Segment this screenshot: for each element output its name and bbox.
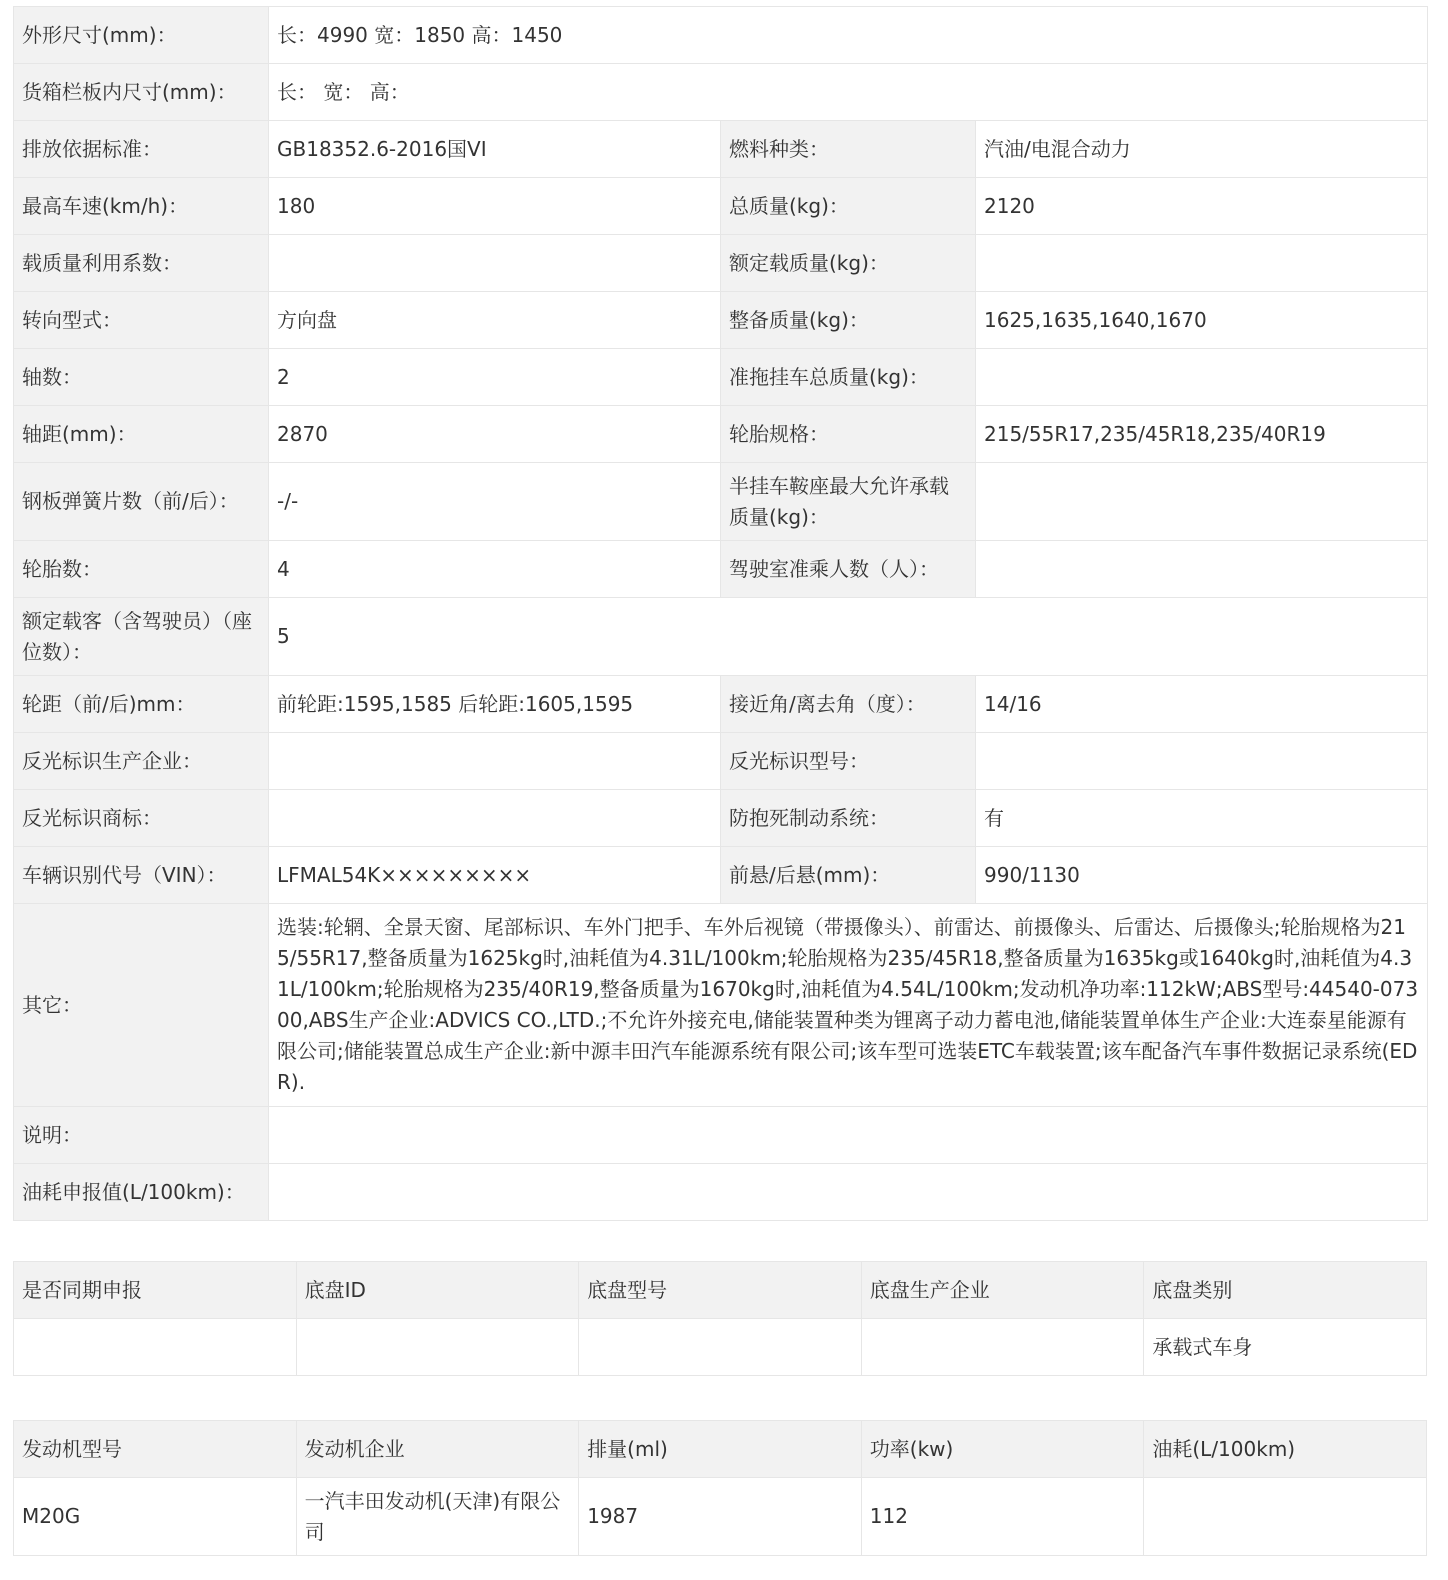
tow-mass-value	[976, 349, 1428, 406]
table-cell	[14, 1319, 297, 1376]
spec-row-dimensions	[14, 7, 1428, 64]
emission-label: 排放依据标准：	[14, 121, 269, 178]
tow-mass-label: 准拖挂车总质量(kg)：	[721, 349, 976, 406]
spec-row-other	[14, 904, 1428, 1107]
reflect-maker-value	[269, 733, 721, 790]
steering-value: 方向盘	[269, 292, 721, 349]
reflect-model-value	[976, 733, 1428, 790]
dimensions-label: 外形尺寸(mm)：	[14, 7, 269, 64]
rated-load-label: 额定载质量(kg)：	[721, 235, 976, 292]
spec-row-vin	[14, 847, 1428, 904]
steering-label: 转向型式：	[14, 292, 269, 349]
spec-row-fuel-report	[14, 1164, 1428, 1221]
table-cell: M20G	[14, 1478, 297, 1556]
note-label: 说明：	[14, 1107, 269, 1164]
wheelbase-label: 轴距(mm)：	[14, 406, 269, 463]
column-header: 发动机型号	[14, 1421, 297, 1478]
reflect-maker-label: 反光标识生产企业：	[14, 733, 269, 790]
axles-value: 2	[269, 349, 721, 406]
track-value: 前轮距:1595,1585 后轮距:1605,1595	[269, 676, 721, 733]
table-cell	[861, 1319, 1144, 1376]
cargo-label: 货箱栏板内尺寸(mm)：	[14, 64, 269, 121]
max-speed-value: 180	[269, 178, 721, 235]
overhang-value: 990/1130	[976, 847, 1428, 904]
abs-label: 防抱死制动系统：	[721, 790, 976, 847]
max-speed-label: 最高车速(km/h)：	[14, 178, 269, 235]
column-header: 底盘生产企业	[861, 1262, 1144, 1319]
vin-value: LFMAL54K×××××××××	[269, 847, 721, 904]
spec-row-emission	[14, 121, 1428, 178]
overhang-label: 前悬/后悬(mm)：	[721, 847, 976, 904]
reflect-model-label: 反光标识型号：	[721, 733, 976, 790]
table-cell	[296, 1319, 579, 1376]
table-row	[14, 1319, 1427, 1376]
spec-row-axles	[14, 349, 1428, 406]
rated-seats-value: 5	[269, 598, 1428, 676]
column-header: 底盘ID	[296, 1262, 579, 1319]
table-header-row	[14, 1421, 1427, 1478]
curb-mass-value: 1625,1635,1640,1670	[976, 292, 1428, 349]
cab-seats-label: 驾驶室准乘人数（人）：	[721, 541, 976, 598]
rated-seats-label: 额定载客（含驾驶员）（座位数）：	[14, 598, 269, 676]
table-cell: 一汽丰田发动机(天津)有限公司	[296, 1478, 579, 1556]
note-value	[269, 1107, 1428, 1164]
fuel-report-label: 油耗申报值(L/100km)：	[14, 1164, 269, 1221]
column-header: 功率(kw)	[861, 1421, 1144, 1478]
reflect-brand-value	[269, 790, 721, 847]
tire-spec-label: 轮胎规格：	[721, 406, 976, 463]
emission-value: GB18352.6-2016国VI	[269, 121, 721, 178]
fuel-report-value	[269, 1164, 1428, 1221]
column-header: 底盘类别	[1144, 1262, 1427, 1319]
spec-row-cargo	[14, 64, 1428, 121]
spec-row-abs	[14, 790, 1428, 847]
axles-label: 轴数：	[14, 349, 269, 406]
angle-label: 接近角/离去角（度）：	[721, 676, 976, 733]
total-mass-label: 总质量(kg)：	[721, 178, 976, 235]
table-cell	[1144, 1478, 1427, 1556]
cargo-value: 长： 宽： 高：	[269, 64, 1428, 121]
track-label: 轮距（前/后)mm：	[14, 676, 269, 733]
table-cell: 112	[861, 1478, 1144, 1556]
vehicle-spec-table	[13, 6, 1428, 1221]
curb-mass-label: 整备质量(kg)：	[721, 292, 976, 349]
vin-label: 车辆识别代号（VIN）：	[14, 847, 269, 904]
load-util-label: 载质量利用系数：	[14, 235, 269, 292]
rated-load-value	[976, 235, 1428, 292]
chassis-table	[13, 1261, 1427, 1376]
abs-value: 有	[976, 790, 1428, 847]
column-header: 发动机企业	[296, 1421, 579, 1478]
spec-row-note	[14, 1107, 1428, 1164]
angle-value: 14/16	[976, 676, 1428, 733]
saddle-load-value	[976, 463, 1428, 541]
spec-row-steering	[14, 292, 1428, 349]
tire-count-value: 4	[269, 541, 721, 598]
column-header: 排量(ml)	[579, 1421, 862, 1478]
cab-seats-value	[976, 541, 1428, 598]
reflect-brand-label: 反光标识商标：	[14, 790, 269, 847]
spec-row-seats	[14, 598, 1428, 676]
dimensions-value: 长：4990 宽：1850 高：1450	[269, 7, 1428, 64]
spec-row-speed	[14, 178, 1428, 235]
column-header: 底盘型号	[579, 1262, 862, 1319]
wheelbase-value: 2870	[269, 406, 721, 463]
table-header-row	[14, 1262, 1427, 1319]
spec-row-track	[14, 676, 1428, 733]
spec-row-reflect	[14, 733, 1428, 790]
table-cell: 承载式车身	[1144, 1319, 1427, 1376]
table-cell	[579, 1319, 862, 1376]
load-util-value	[269, 235, 721, 292]
tire-spec-value: 215/55R17,235/45R18,235/40R19	[976, 406, 1428, 463]
spec-row-tires	[14, 541, 1428, 598]
engine-table	[13, 1420, 1427, 1556]
total-mass-value: 2120	[976, 178, 1428, 235]
leaf-spring-label: 钢板弹簧片数（前/后）：	[14, 463, 269, 541]
spec-row-leaf	[14, 463, 1428, 541]
column-header: 是否同期申报	[14, 1262, 297, 1319]
fuel-type-label: 燃料种类：	[721, 121, 976, 178]
spec-row-load	[14, 235, 1428, 292]
leaf-spring-value: -/-	[269, 463, 721, 541]
tire-count-label: 轮胎数：	[14, 541, 269, 598]
table-row	[14, 1478, 1427, 1556]
spec-row-wheelbase	[14, 406, 1428, 463]
other-label: 其它：	[14, 904, 269, 1107]
other-value: 选装:轮辋、全景天窗、尾部标识、车外门把手、车外后视镜（带摄像头）、前雷达、前摄像头、后雷达、后摄像头;轮胎规格为215/55R17,整备质量为1625kg时,油耗值为4.31L/100km;轮胎规格为235/45R18,整备质量为1635kg或1640kg时,油耗值为4.31L/100km;轮胎规格为235/40R19,整备质量为1670kg时,油耗值为4.54L/100km;发动机净功率:112kW;ABS型号:44540-07300,ABS生产企业:ADVICS CO.,LTD.;不允许外接充电,储能装置种类为锂离子动力蓄电池,储能装置单体生产企业:大连泰星能源有限公司;储能装置总成生产企业:新中源丰田汽车能源系统有限公司;该车型可选装ETC车载装置;该车配备汽车事件数据记录系统(EDR).	[269, 904, 1428, 1107]
saddle-load-label: 半挂车鞍座最大允许承载质量(kg)：	[721, 463, 976, 541]
fuel-type-value: 汽油/电混合动力	[976, 121, 1428, 178]
column-header: 油耗(L/100km)	[1144, 1421, 1427, 1478]
table-cell: 1987	[579, 1478, 862, 1556]
